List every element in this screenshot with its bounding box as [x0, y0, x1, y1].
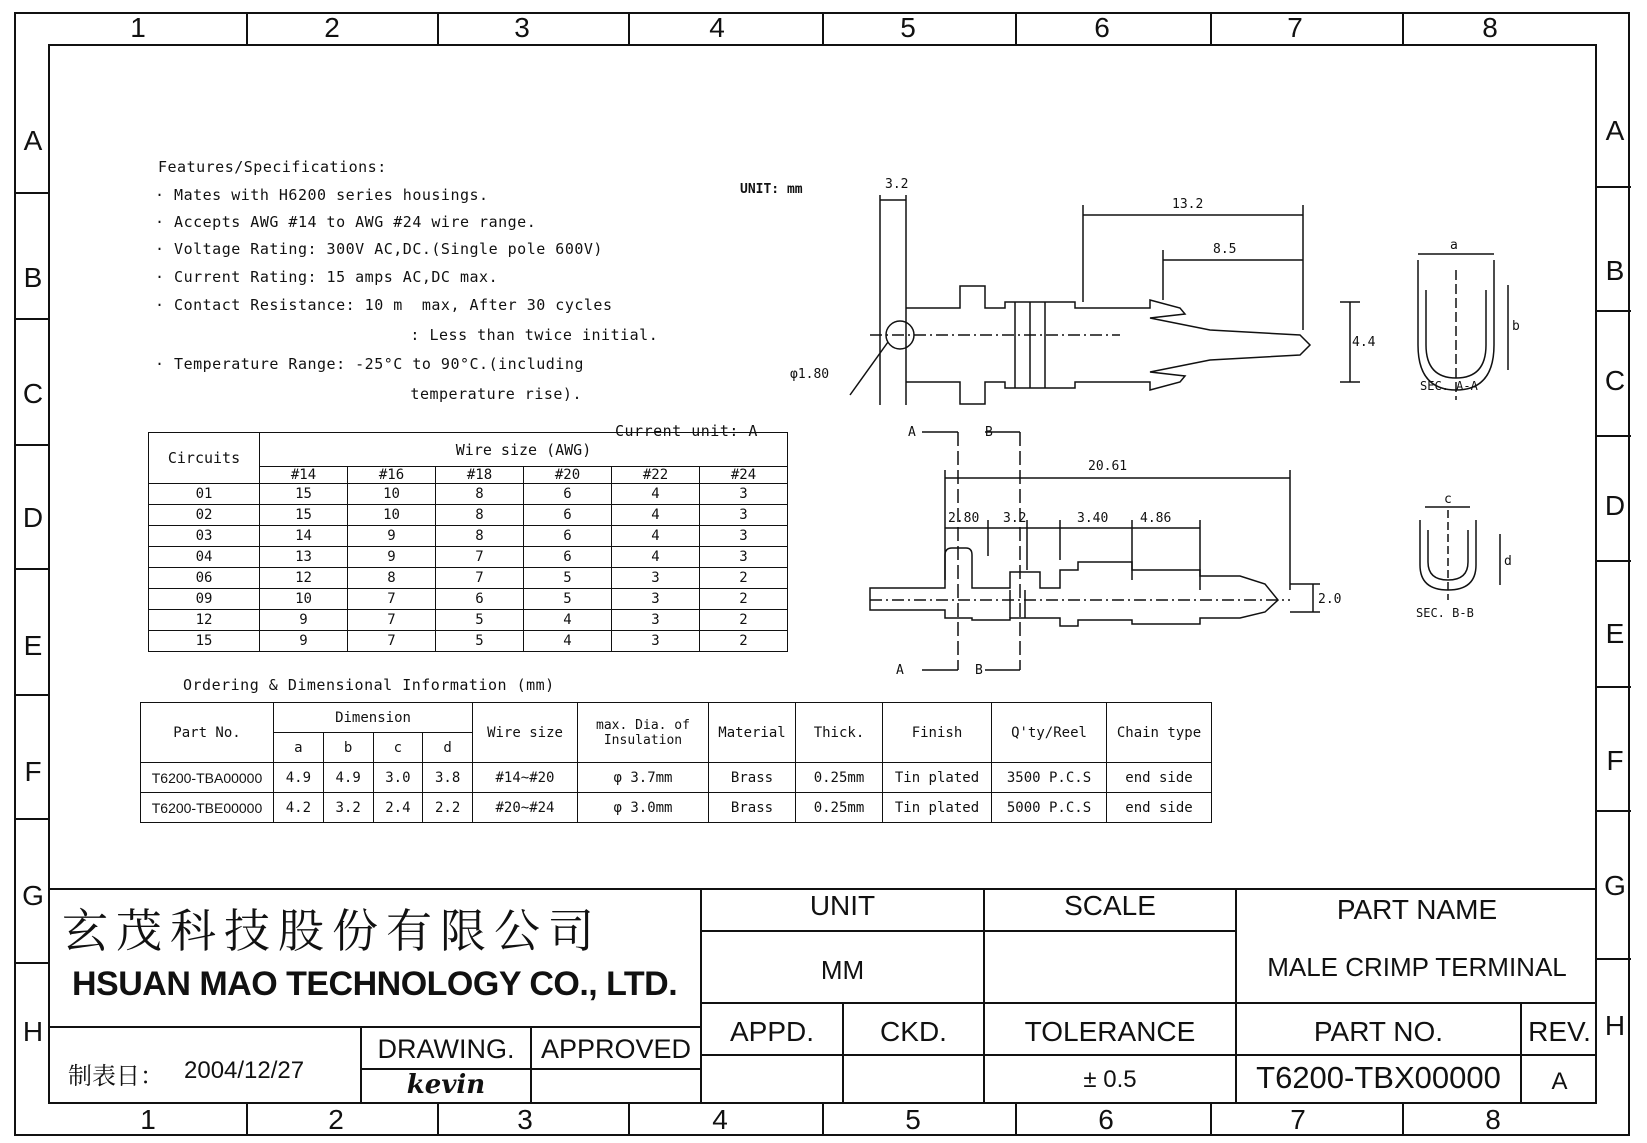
zone-col-4-bottom: 4	[712, 1104, 728, 1135]
ordering-cell: 4.9	[323, 763, 373, 793]
dim-4-4: 4.4	[1352, 335, 1376, 350]
zone-col-5: 5	[900, 12, 916, 43]
current-cell: 7	[348, 631, 436, 652]
sec-bb-label: SEC. B-B	[1416, 606, 1474, 620]
current-cell: 15	[260, 505, 348, 526]
current-cell: 8	[436, 526, 524, 547]
current-cell: 6	[524, 547, 612, 568]
circuit-cell: 06	[149, 568, 260, 589]
current-cell: 2	[700, 589, 788, 610]
awg-header: #24	[700, 467, 788, 484]
current-cell: 7	[436, 547, 524, 568]
zone-col-8: 8	[1482, 12, 1498, 43]
zone-row-G: G	[22, 880, 44, 911]
section-mark-a-bottom: A	[896, 663, 904, 678]
part-no-value: T6200-TBX00000	[1256, 1060, 1501, 1095]
current-unit-note: Current unit: A	[615, 422, 758, 440]
zone-col-1: 1	[130, 12, 146, 43]
ordering-cell: 0.25mm	[796, 763, 883, 793]
circuit-cell: 04	[149, 547, 260, 568]
circuit-cell: 12	[149, 610, 260, 631]
specs-heading: Features/Specifications:	[158, 158, 387, 176]
material-header: Material	[709, 703, 796, 763]
current-cell: 9	[260, 610, 348, 631]
current-cell: 9	[348, 547, 436, 568]
ordering-cell: Brass	[709, 763, 796, 793]
spec-line: temperature rise).	[277, 385, 582, 403]
current-cell: 5	[524, 589, 612, 610]
divider	[700, 1054, 1597, 1056]
chain-header: Chain type	[1107, 703, 1212, 763]
zone-col-7: 7	[1287, 12, 1303, 43]
drawing-signature: kevin	[406, 1070, 486, 1100]
part-name-label: PART NAME	[1336, 894, 1498, 925]
ordering-cell: Brass	[709, 793, 796, 823]
divider	[700, 930, 1235, 932]
circuits-header: Circuits	[149, 433, 260, 484]
current-cell: 6	[524, 526, 612, 547]
current-cell: 7	[436, 568, 524, 589]
current-cell: 3	[700, 505, 788, 526]
current-cell: 6	[524, 505, 612, 526]
awg-header: #20	[524, 467, 612, 484]
thick-header: Thick.	[796, 703, 883, 763]
spec-line: · Contact Resistance: 10 m max, After 30 cycles	[155, 296, 613, 314]
current-cell: 2	[700, 631, 788, 652]
current-cell: 3	[612, 568, 700, 589]
zone-col-6-bottom: 6	[1098, 1104, 1114, 1135]
ordering-title: Ordering & Dimensional Information (mm)	[183, 676, 555, 694]
zone-row-C-right: C	[1604, 365, 1626, 396]
tolerance-value: ± 0.5	[1083, 1066, 1137, 1093]
current-cell: 2	[700, 610, 788, 631]
sec-label-c: c	[1444, 492, 1452, 507]
awg-header: #18	[436, 467, 524, 484]
zone-row-C: C	[22, 378, 44, 409]
current-cell: 9	[348, 526, 436, 547]
ordering-cell: 3.8	[423, 763, 473, 793]
ordering-cell: 0.25mm	[796, 793, 883, 823]
ordering-cell: 2.2	[423, 793, 473, 823]
dim-d-header: d	[423, 733, 473, 763]
zone-col-3-bottom: 3	[517, 1104, 533, 1135]
company-name-cn: 玄茂科技股份有限公司	[62, 904, 602, 958]
drawing-unit: UNIT: mm	[740, 182, 803, 197]
rev-label: REV.	[1528, 1016, 1591, 1047]
current-cell: 13	[260, 547, 348, 568]
dim-2-80: 2.80	[948, 511, 980, 526]
awg-header: #16	[348, 467, 436, 484]
zone-col-7-bottom: 7	[1290, 1104, 1306, 1135]
finish-header: Finish	[883, 703, 992, 763]
current-cell: 10	[260, 589, 348, 610]
current-cell: 5	[524, 568, 612, 589]
dim-3-2: 3.2	[885, 177, 909, 192]
current-cell: 5	[436, 631, 524, 652]
wire-size-header: Wire size (AWG)	[260, 433, 788, 467]
sec-label-b: b	[1512, 319, 1520, 334]
dim-13-2: 13.2	[1172, 197, 1204, 212]
zone-col-3: 3	[514, 12, 530, 43]
ordering-cell: Tin plated	[883, 763, 992, 793]
ordering-cell: 2.4	[373, 793, 423, 823]
dim-b-header: b	[323, 733, 373, 763]
current-cell: 4	[612, 505, 700, 526]
zone-row-G-right: G	[1604, 870, 1626, 901]
qty-header: Q'ty/Reel	[992, 703, 1107, 763]
date-label: 制表日：	[68, 1063, 164, 1090]
terminal-top-outline	[906, 286, 1310, 404]
zone-col-1-bottom: 1	[140, 1104, 156, 1135]
zone-row-H: H	[22, 1016, 44, 1047]
spec-line: : Less than twice initial.	[277, 326, 659, 344]
divider	[48, 1026, 700, 1028]
current-cell: 8	[348, 568, 436, 589]
wire-size-col-header: Wire size	[473, 703, 578, 763]
terminal-side-outline	[870, 548, 1278, 626]
section-mark-b-bottom: B	[975, 663, 983, 678]
part-no-cell: T6200-TBA00000	[141, 763, 274, 793]
zone-row-A: A	[23, 125, 43, 156]
dim-8-5: 8.5	[1213, 242, 1237, 257]
section-mark-a-top: A	[908, 425, 916, 440]
zone-row-D-right: D	[1604, 490, 1626, 521]
dim-4-86: 4.86	[1140, 511, 1172, 526]
spec-line: · Current Rating: 15 amps AC,DC max.	[155, 268, 499, 286]
current-cell: 10	[348, 505, 436, 526]
current-cell: 9	[260, 631, 348, 652]
max-dia-header: max. Dia. of Insulation	[578, 703, 709, 763]
ordering-cell: #14~#20	[473, 763, 578, 793]
ordering-cell: 3.0	[373, 763, 423, 793]
current-cell: 7	[348, 589, 436, 610]
current-cell: 8	[436, 505, 524, 526]
rev-value: A	[1551, 1068, 1568, 1095]
zone-row-B-right: B	[1605, 255, 1625, 286]
current-cell: 3	[612, 610, 700, 631]
sec-label-d: d	[1504, 554, 1512, 569]
spec-line: · Accepts AWG #14 to AWG #24 wire range.	[155, 213, 537, 231]
current-cell: 3	[700, 526, 788, 547]
circuit-cell: 01	[149, 484, 260, 505]
zone-col-6: 6	[1094, 12, 1110, 43]
appd-label: APPD.	[729, 1016, 815, 1047]
dim-3-2-side: 3.2	[1003, 511, 1027, 526]
current-cell: 6	[436, 589, 524, 610]
part-no-cell: T6200-TBE00000	[141, 793, 274, 823]
current-cell: 6	[524, 484, 612, 505]
part-no-header: Part No.	[141, 703, 274, 763]
spec-line: · Temperature Range: -25°C to 90°C.(including	[155, 355, 584, 373]
dim-20-61: 20.61	[1088, 459, 1128, 474]
part-name-value: MALE CRIMP TERMINAL	[1267, 952, 1567, 982]
dimension-header: Dimension	[274, 703, 473, 733]
circuit-cell: 15	[149, 631, 260, 652]
zone-col-5-bottom: 5	[905, 1104, 921, 1135]
zone-row-F: F	[24, 756, 42, 787]
zone-row-D: D	[22, 502, 44, 533]
unit-label: UNIT	[809, 890, 876, 921]
dim-a-header: a	[274, 733, 324, 763]
sec-label-a: a	[1450, 238, 1458, 253]
date-value: 2004/12/27	[184, 1057, 305, 1084]
part-no-label: PART NO.	[1313, 1016, 1444, 1047]
zone-row-E: E	[23, 630, 43, 661]
ordering-cell: 3500 P.C.S	[992, 763, 1107, 793]
section-mark-b-top: B	[985, 425, 993, 440]
dim-phi-1-80: φ1.80	[790, 367, 830, 382]
tolerance-label: TOLERANCE	[1024, 1016, 1196, 1047]
zone-row-H-right: H	[1604, 1010, 1626, 1041]
dim-2-0: 2.0	[1318, 592, 1342, 607]
ordering-cell: φ 3.7mm	[578, 763, 709, 793]
ckd-label: CKD.	[880, 1016, 947, 1047]
ordering-cell: #20~#24	[473, 793, 578, 823]
ordering-cell: end side	[1107, 793, 1212, 823]
current-cell: 5	[436, 610, 524, 631]
current-cell: 4	[612, 547, 700, 568]
circuit-cell: 03	[149, 526, 260, 547]
zone-col-2: 2	[324, 12, 340, 43]
current-cell: 3	[612, 589, 700, 610]
dim-c-header: c	[373, 733, 423, 763]
ordering-cell: end side	[1107, 763, 1212, 793]
zone-row-A-right: A	[1605, 115, 1625, 146]
zone-row-B: B	[23, 262, 43, 293]
spec-line: · Voltage Rating: 300V AC,DC.(Single pole 600V)	[155, 240, 603, 258]
spec-line: · Mates with H6200 series housings.	[155, 186, 489, 204]
company-name-en: HSUAN MAO TECHNOLOGY CO., LTD.	[72, 965, 678, 1003]
divider	[983, 1002, 985, 1104]
ordering-cell: 4.9	[274, 763, 324, 793]
current-cell: 4	[524, 610, 612, 631]
ordering-cell: 4.2	[274, 793, 324, 823]
zone-col-8-bottom: 8	[1485, 1104, 1501, 1135]
zone-col-4: 4	[709, 12, 725, 43]
unit-value: MM	[820, 955, 865, 985]
current-cell: 2	[700, 568, 788, 589]
scale-label: SCALE	[1064, 890, 1156, 921]
sec-aa-label: SEC. A-A	[1420, 379, 1478, 393]
ordering-cell: 3.2	[323, 793, 373, 823]
current-cell: 15	[260, 484, 348, 505]
current-cell: 10	[348, 484, 436, 505]
zone-col-2-bottom: 2	[328, 1104, 344, 1135]
divider	[700, 1002, 1597, 1004]
current-cell: 3	[700, 547, 788, 568]
current-cell: 3	[612, 631, 700, 652]
current-cell: 4	[612, 526, 700, 547]
current-cell: 3	[700, 484, 788, 505]
drawing-label: DRAWING.	[377, 1034, 515, 1064]
circuit-cell: 09	[149, 589, 260, 610]
ordering-cell: Tin plated	[883, 793, 992, 823]
current-cell: 8	[436, 484, 524, 505]
ordering-cell: 5000 P.C.S	[992, 793, 1107, 823]
awg-header: #14	[260, 467, 348, 484]
dim-3-40: 3.40	[1077, 511, 1109, 526]
ordering-cell: φ 3.0mm	[578, 793, 709, 823]
zone-row-E-right: E	[1605, 618, 1625, 649]
current-cell: 14	[260, 526, 348, 547]
awg-header: #22	[612, 467, 700, 484]
circuit-cell: 02	[149, 505, 260, 526]
current-cell: 4	[612, 484, 700, 505]
zone-row-F-right: F	[1606, 745, 1624, 776]
current-cell: 7	[348, 610, 436, 631]
current-cell: 12	[260, 568, 348, 589]
current-cell: 4	[524, 631, 612, 652]
approved-label: APPROVED	[540, 1034, 692, 1064]
leader-line	[850, 342, 888, 395]
